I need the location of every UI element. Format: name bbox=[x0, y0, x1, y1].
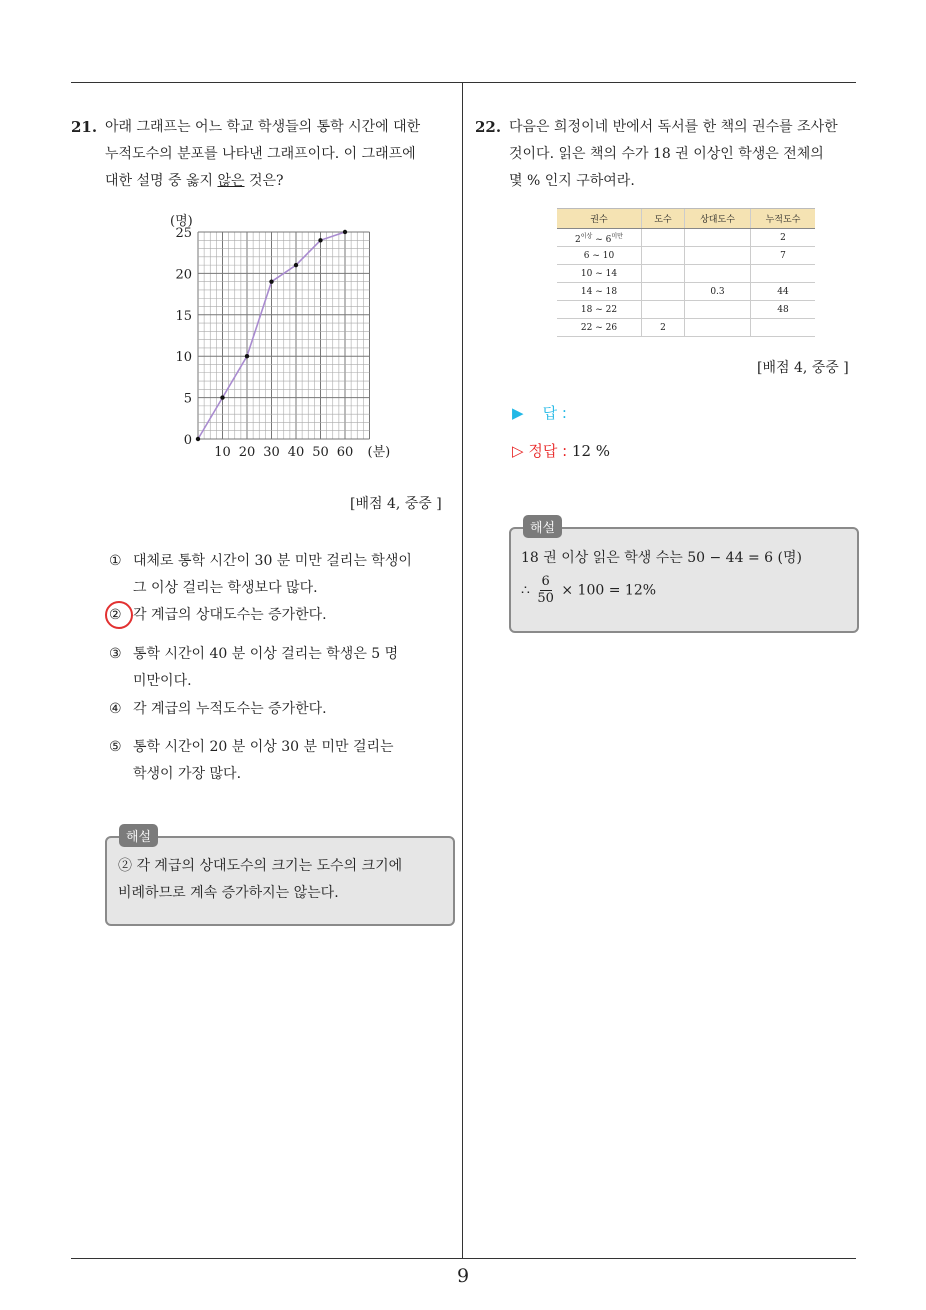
q21-text-line2: 누적도수의 분포를 나타낸 그래프이다. 이 그래프에 bbox=[105, 146, 416, 162]
cell-relative-frequency bbox=[685, 229, 751, 247]
correct-answer-line bbox=[512, 440, 610, 461]
underlined-not: 않은 bbox=[217, 173, 245, 189]
data-point bbox=[245, 354, 249, 358]
range-sep: ~ bbox=[592, 234, 606, 245]
cell-frequency bbox=[642, 229, 685, 247]
table-row bbox=[557, 229, 815, 247]
header-cumulative-frequency: 누적도수 bbox=[751, 209, 816, 229]
cell-frequency bbox=[642, 247, 685, 265]
cell-cumulative-frequency: 7 bbox=[751, 247, 816, 265]
range-sep: ~ bbox=[589, 250, 603, 261]
q21-number: 21. bbox=[71, 118, 98, 136]
range-from: 6 bbox=[583, 250, 590, 261]
cell-range bbox=[557, 265, 642, 283]
header-books: 권수 bbox=[557, 209, 642, 229]
cell-range bbox=[557, 319, 642, 337]
cell-relative-frequency bbox=[685, 265, 751, 283]
range-from: 10 bbox=[580, 268, 593, 279]
choice-5[interactable]: ⑤ 통학 시간이 20 분 이상 30 분 미만 걸리는 학생이 가장 많다. bbox=[109, 734, 394, 788]
y-tick-label: 20 bbox=[175, 267, 192, 283]
q22-question-text: 다음은 희정이네 반에서 독서를 한 책의 권수를 조사한 것이다. 읽은 책의 수가 18 권 이상인 학생은 전체의 몇 % 인지 구하여라. bbox=[509, 119, 838, 189]
x-tick-label: 50 bbox=[312, 445, 329, 460]
choice-4-number: ④ bbox=[109, 701, 122, 717]
data-point bbox=[343, 230, 347, 234]
page-number: 9 bbox=[456, 1265, 470, 1287]
table-row bbox=[557, 301, 815, 319]
table-row bbox=[557, 265, 815, 283]
range-to-sup: 미만 bbox=[611, 232, 623, 240]
q22-explanation-formula: ∴ $\frac{6}{50}$ × 100 = 12% bbox=[521, 574, 657, 606]
cell-cumulative-frequency: 48 bbox=[751, 301, 816, 319]
cell-range bbox=[557, 301, 642, 319]
cell-frequency: 2 bbox=[642, 319, 685, 337]
cell-relative-frequency bbox=[685, 247, 751, 265]
cell-frequency bbox=[642, 265, 685, 283]
y-tick-label: 15 bbox=[175, 308, 192, 324]
column-divider bbox=[462, 83, 463, 1259]
choice-4[interactable]: ④ 각 계급의 누적도수는 증가한다. bbox=[109, 696, 327, 723]
range-to: 6 bbox=[605, 234, 612, 245]
correct-value: 12 % bbox=[571, 442, 611, 460]
range-sep: ~ bbox=[592, 286, 606, 297]
q22-score: [배점 4, 중중 ] bbox=[757, 360, 849, 376]
choice-2[interactable]: ② 각 계급의 상대도수는 증가한다. bbox=[109, 602, 327, 629]
answer-label: 답 : bbox=[542, 404, 567, 422]
choice-3[interactable]: ③ 통학 시간이 40 분 이상 걸리는 학생은 5 명 미만이다. bbox=[109, 641, 398, 695]
range-from: 18 bbox=[580, 304, 593, 315]
range-sep: ~ bbox=[592, 322, 606, 333]
q21-text-line3: 대한 설명 중 옳지 않은 것은? bbox=[105, 173, 284, 189]
cell-range bbox=[557, 283, 642, 301]
bottom-rule bbox=[71, 1258, 856, 1259]
chart-svg bbox=[167, 212, 397, 467]
cell-frequency bbox=[642, 283, 685, 301]
q22-explanation-text: 18 권 이상 읽은 학생 수는 50 − 44 = 6 (명) ∴ $\frac{6}{50}$ × 100 = 12% bbox=[521, 545, 847, 607]
range-to: 10 bbox=[602, 250, 615, 261]
answer-line bbox=[512, 402, 567, 423]
correct-marker-icon: ▷ bbox=[512, 442, 524, 460]
header-frequency: 도수 bbox=[642, 209, 685, 229]
range-from: 22 bbox=[580, 322, 593, 333]
data-point bbox=[294, 263, 298, 267]
choice-2-number: ② bbox=[109, 607, 122, 623]
top-rule bbox=[71, 82, 856, 83]
range-sep: ~ bbox=[592, 304, 606, 315]
q21-text-line1: 아래 그래프는 어느 학교 학생들의 통학 시간에 대한 bbox=[105, 119, 421, 135]
y-tick-label: 0 bbox=[183, 433, 192, 448]
x-tick-label: 20 bbox=[238, 445, 256, 460]
data-point bbox=[269, 279, 273, 283]
choice-1[interactable]: ① 대체로 통학 시간이 30 분 미만 걸리는 학생이 그 이상 걸리는 학생보다 많다. bbox=[109, 548, 412, 602]
range-from: 2 bbox=[575, 234, 581, 245]
frequency-table bbox=[557, 208, 815, 337]
data-point bbox=[196, 437, 200, 441]
range-to: 14 bbox=[605, 268, 618, 279]
range-to: 18 bbox=[605, 286, 618, 297]
correct-label: 정답 : bbox=[528, 442, 568, 460]
cell-range bbox=[557, 247, 642, 265]
y-tick-label: 25 bbox=[175, 226, 192, 241]
range-to: 26 bbox=[605, 322, 618, 333]
q22-number: 22. bbox=[475, 118, 502, 136]
cell-relative-frequency bbox=[685, 319, 751, 337]
table-row bbox=[557, 319, 815, 337]
data-point bbox=[318, 238, 322, 242]
range-from: 14 bbox=[580, 286, 593, 297]
cell-relative-frequency: 0.3 bbox=[685, 283, 751, 301]
cell-cumulative-frequency: 44 bbox=[751, 283, 816, 301]
cell-frequency bbox=[642, 301, 685, 319]
data-point bbox=[220, 395, 224, 399]
range-sep: ~ bbox=[592, 268, 606, 279]
range-from-sup: 이상 bbox=[580, 232, 593, 240]
y-tick-label: 10 bbox=[175, 350, 192, 366]
range-to: 22 bbox=[605, 304, 618, 315]
x-tick-label: 60 bbox=[336, 445, 354, 460]
q21-question-text bbox=[105, 114, 455, 195]
header-relative-frequency: 상대도수 bbox=[685, 209, 751, 229]
table-row bbox=[557, 283, 815, 301]
cell-cumulative-frequency bbox=[751, 265, 816, 283]
cumulative-frequency-chart bbox=[167, 212, 397, 471]
y-tick-label: 5 bbox=[183, 391, 192, 407]
x-tick-label: 40 bbox=[287, 445, 305, 460]
cell-cumulative-frequency bbox=[751, 319, 816, 337]
x-tick-label: 30 bbox=[263, 445, 280, 460]
y-unit-label: (명) bbox=[170, 214, 193, 229]
choice-3-number: ③ bbox=[109, 646, 122, 662]
choice-1-number: ① bbox=[109, 553, 122, 569]
cell-range bbox=[557, 229, 642, 247]
q22-explanation-tab: 해설 bbox=[523, 515, 562, 538]
fraction: $\frac{6}{50}$ bbox=[537, 574, 554, 606]
choice-5-number: ⑤ bbox=[109, 739, 122, 755]
cell-relative-frequency bbox=[685, 301, 751, 319]
cell-cumulative-frequency: 2 bbox=[751, 229, 816, 247]
table-row bbox=[557, 247, 815, 265]
x-tick-label: 10 bbox=[214, 445, 231, 460]
x-unit-label: (분) bbox=[367, 445, 391, 460]
answer-marker-icon: ▶ bbox=[512, 404, 524, 422]
q21-explanation-text: ② 각 계급의 상대도수의 크기는 도수의 크기에 비례하므로 계속 증가하지는 않는다. bbox=[118, 858, 403, 901]
q21-score: [배점 4, 중중 ] bbox=[350, 496, 442, 512]
q21-explanation-tab: 해설 bbox=[119, 824, 158, 847]
